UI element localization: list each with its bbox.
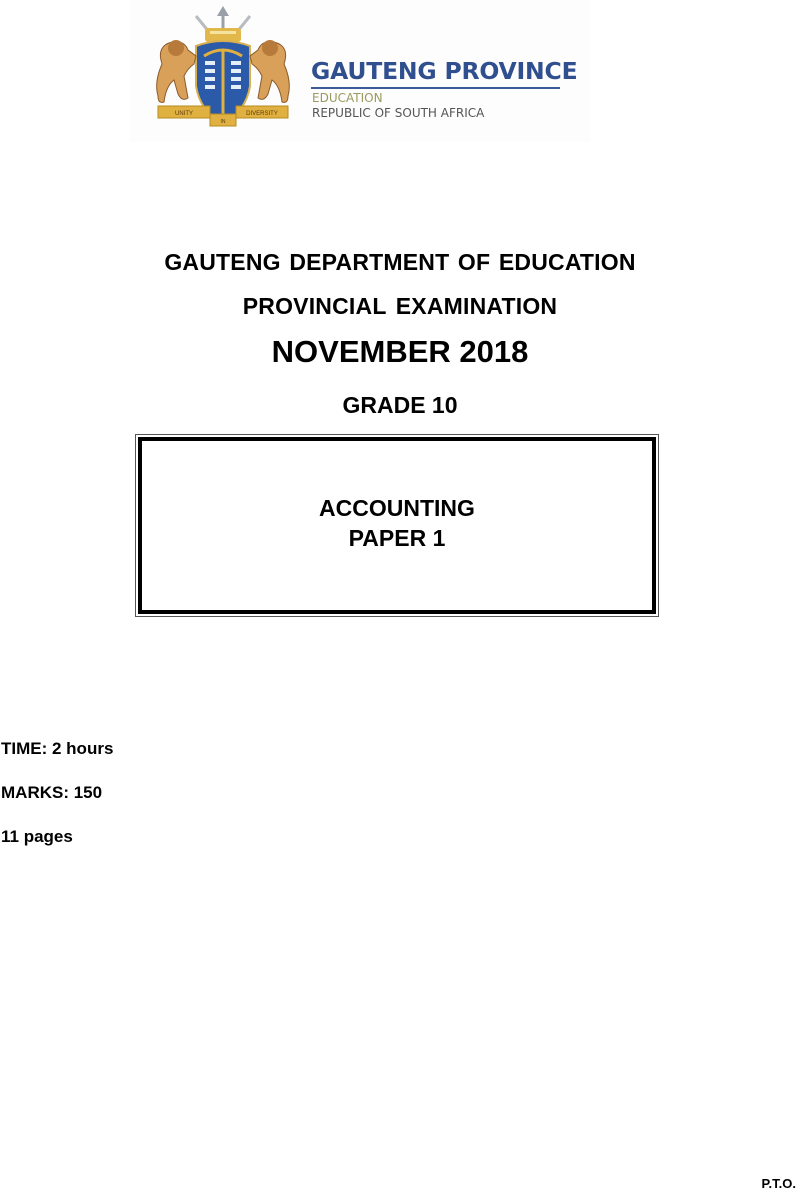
coat-of-arms-icon — [148, 6, 298, 131]
exam-marks: MARKS: 150 — [1, 783, 103, 802]
logo-country: REPUBLIC OF SOUTH AFRICA — [312, 106, 485, 120]
motto-center: IN — [220, 119, 226, 125]
gauteng-logo — [130, 0, 590, 142]
logo-title: GAUTENG PROVINCE — [311, 57, 578, 85]
page-count: 11 pages — [1, 827, 73, 846]
paper-number: PAPER 1 — [348, 525, 446, 551]
exam-date: NOVEMBER 2018 — [271, 334, 529, 369]
exam-heading: PROVINCIAL EXAMINATION — [242, 293, 558, 319]
subject-title: ACCOUNTING — [319, 495, 475, 521]
subject-box — [135, 434, 659, 617]
exam-time: TIME: 2 hours — [1, 739, 114, 758]
logo-department: EDUCATION — [312, 91, 383, 105]
subject-box-border — [138, 437, 656, 614]
grade-heading: GRADE 10 — [342, 392, 458, 418]
department-heading: GAUTENG DEPARTMENT OF EDUCATION — [164, 249, 636, 275]
please-turn-over: P.T.O. — [761, 1176, 796, 1191]
logo-divider — [311, 87, 560, 89]
motto-right: DIVERSITY — [246, 111, 278, 117]
motto-left: UNITY — [175, 111, 193, 117]
